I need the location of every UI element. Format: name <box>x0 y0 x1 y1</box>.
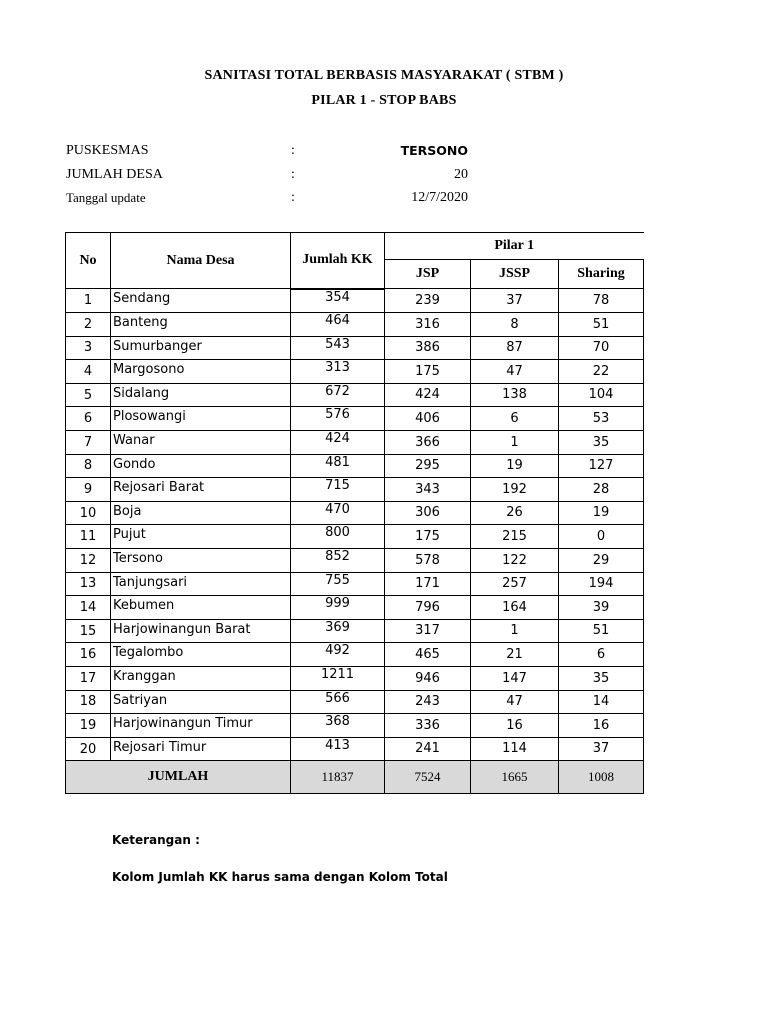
info-value-puskesmas: TERSONO <box>400 143 468 158</box>
info-colon: : <box>291 190 295 205</box>
stbm-table <box>65 232 644 794</box>
cell-jssp: 1 <box>471 431 559 455</box>
cell-sharing: 53 <box>559 407 644 431</box>
header-no: No <box>66 233 111 289</box>
cell-jumlah-kk: 313 <box>291 360 385 384</box>
cell-no: 3 <box>66 336 111 360</box>
table-row <box>66 690 644 714</box>
cell-jumlah-kk: 576 <box>291 407 385 431</box>
table-row <box>66 431 644 455</box>
cell-no: 5 <box>66 383 111 407</box>
cell-jssp: 87 <box>471 336 559 360</box>
info-label-jumlah-desa: JUMLAH DESA <box>66 167 163 182</box>
cell-nama-desa: Boja <box>111 501 291 525</box>
table-row <box>66 313 644 337</box>
cell-jsp: 386 <box>385 336 471 360</box>
cell-sharing: 78 <box>559 289 644 313</box>
header-pilar-1: Pilar 1 <box>385 233 644 260</box>
total-label: JUMLAH <box>66 761 291 794</box>
header-jssp: JSSP <box>471 260 559 289</box>
cell-jssp: 6 <box>471 407 559 431</box>
cell-jssp: 47 <box>471 690 559 714</box>
table-row <box>66 572 644 596</box>
cell-jumlah-kk: 543 <box>291 336 385 360</box>
cell-nama-desa: Sumurbanger <box>111 336 291 360</box>
cell-sharing: 70 <box>559 336 644 360</box>
cell-jumlah-kk: 492 <box>291 643 385 667</box>
cell-sharing: 37 <box>559 737 644 761</box>
cell-jsp: 306 <box>385 501 471 525</box>
cell-jsp: 241 <box>385 737 471 761</box>
cell-sharing: 35 <box>559 667 644 691</box>
info-value-tanggal-update: 12/7/2020 <box>411 190 468 205</box>
table-row <box>66 525 644 549</box>
cell-sharing: 51 <box>559 313 644 337</box>
cell-no: 7 <box>66 431 111 455</box>
cell-nama-desa: Rejosari Barat <box>111 478 291 502</box>
cell-jumlah-kk: 852 <box>291 549 385 573</box>
header-nama-desa: Nama Desa <box>111 233 291 289</box>
cell-nama-desa: Harjowinangun Barat <box>111 619 291 643</box>
cell-no: 11 <box>66 525 111 549</box>
cell-no: 20 <box>66 737 111 761</box>
cell-nama-desa: Margosono <box>111 360 291 384</box>
cell-jsp: 317 <box>385 619 471 643</box>
document-title: SANITASI TOTAL BERBASIS MASYARAKAT ( STBM ) <box>204 68 564 83</box>
total-row <box>66 761 644 794</box>
cell-jssp: 215 <box>471 525 559 549</box>
cell-jumlah-kk: 715 <box>291 478 385 502</box>
cell-no: 13 <box>66 572 111 596</box>
table-row <box>66 737 644 761</box>
cell-jsp: 406 <box>385 407 471 431</box>
cell-no: 14 <box>66 596 111 620</box>
cell-no: 12 <box>66 549 111 573</box>
table-row <box>66 643 644 667</box>
cell-jsp: 424 <box>385 383 471 407</box>
cell-jssp: 26 <box>471 501 559 525</box>
cell-jssp: 47 <box>471 360 559 384</box>
cell-sharing: 14 <box>559 690 644 714</box>
cell-jsp: 316 <box>385 313 471 337</box>
cell-jumlah-kk: 566 <box>291 690 385 714</box>
table-row <box>66 667 644 691</box>
cell-jssp: 114 <box>471 737 559 761</box>
cell-jsp: 946 <box>385 667 471 691</box>
cell-sharing: 16 <box>559 714 644 738</box>
cell-no: 8 <box>66 454 111 478</box>
cell-no: 19 <box>66 714 111 738</box>
cell-jsp: 175 <box>385 360 471 384</box>
header-jumlah-kk: Jumlah KK <box>291 233 385 289</box>
cell-no: 1 <box>66 289 111 313</box>
cell-jssp: 1 <box>471 619 559 643</box>
cell-no: 4 <box>66 360 111 384</box>
cell-nama-desa: Harjowinangun Timur <box>111 714 291 738</box>
cell-jssp: 138 <box>471 383 559 407</box>
cell-nama-desa: Pujut <box>111 525 291 549</box>
cell-nama-desa: Satriyan <box>111 690 291 714</box>
cell-jssp: 8 <box>471 313 559 337</box>
cell-jssp: 147 <box>471 667 559 691</box>
cell-sharing: 104 <box>559 383 644 407</box>
cell-no: 6 <box>66 407 111 431</box>
cell-sharing: 35 <box>559 431 644 455</box>
cell-no: 9 <box>66 478 111 502</box>
table-row <box>66 478 644 502</box>
table-row <box>66 336 644 360</box>
cell-jumlah-kk: 368 <box>291 714 385 738</box>
cell-sharing: 6 <box>559 643 644 667</box>
info-value-jumlah-desa: 20 <box>454 167 468 182</box>
cell-jumlah-kk: 413 <box>291 737 385 761</box>
cell-nama-desa: Sidalang <box>111 383 291 407</box>
table-row <box>66 289 644 313</box>
cell-no: 15 <box>66 619 111 643</box>
cell-sharing: 194 <box>559 572 644 596</box>
cell-sharing: 22 <box>559 360 644 384</box>
cell-jssp: 37 <box>471 289 559 313</box>
info-label-puskesmas: PUSKESMAS <box>66 143 149 158</box>
cell-jsp: 796 <box>385 596 471 620</box>
cell-nama-desa: Tegalombo <box>111 643 291 667</box>
cell-nama-desa: Plosowangi <box>111 407 291 431</box>
table-row <box>66 549 644 573</box>
cell-nama-desa: Wanar <box>111 431 291 455</box>
cell-no: 17 <box>66 667 111 691</box>
table-row <box>66 619 644 643</box>
cell-nama-desa: Kebumen <box>111 596 291 620</box>
cell-jssp: 19 <box>471 454 559 478</box>
table-row <box>66 501 644 525</box>
cell-sharing: 39 <box>559 596 644 620</box>
cell-sharing: 28 <box>559 478 644 502</box>
cell-sharing: 127 <box>559 454 644 478</box>
cell-sharing: 29 <box>559 549 644 573</box>
cell-no: 2 <box>66 313 111 337</box>
header-jsp: JSP <box>385 260 471 289</box>
cell-nama-desa: Banteng <box>111 313 291 337</box>
info-colon: : <box>291 167 295 182</box>
cell-jumlah-kk: 755 <box>291 572 385 596</box>
total-sharing: 1008 <box>559 761 644 794</box>
cell-jssp: 164 <box>471 596 559 620</box>
table-row <box>66 407 644 431</box>
cell-sharing: 0 <box>559 525 644 549</box>
total-jumlah-kk: 11837 <box>291 761 385 794</box>
cell-jumlah-kk: 800 <box>291 525 385 549</box>
cell-nama-desa: Gondo <box>111 454 291 478</box>
info-colon: : <box>291 143 295 158</box>
info-label-tanggal-update: Tanggal update <box>66 190 146 205</box>
cell-nama-desa: Tanjungsari <box>111 572 291 596</box>
cell-jumlah-kk: 369 <box>291 619 385 643</box>
table-row <box>66 596 644 620</box>
cell-no: 10 <box>66 501 111 525</box>
cell-nama-desa: Kranggan <box>111 667 291 691</box>
cell-jsp: 239 <box>385 289 471 313</box>
cell-jsp: 336 <box>385 714 471 738</box>
cell-jumlah-kk: 354 <box>291 289 385 313</box>
cell-jumlah-kk: 464 <box>291 313 385 337</box>
header-sharing: Sharing <box>559 260 644 289</box>
cell-jsp: 578 <box>385 549 471 573</box>
table-row <box>66 360 644 384</box>
cell-jsp: 171 <box>385 572 471 596</box>
cell-jssp: 21 <box>471 643 559 667</box>
cell-sharing: 19 <box>559 501 644 525</box>
cell-jsp: 243 <box>385 690 471 714</box>
notes-text: Kolom Jumlah KK harus sama dengan Kolom Total <box>112 870 448 884</box>
cell-jumlah-kk: 424 <box>291 431 385 455</box>
cell-jssp: 122 <box>471 549 559 573</box>
table-row <box>66 714 644 738</box>
cell-jsp: 465 <box>385 643 471 667</box>
cell-jsp: 175 <box>385 525 471 549</box>
cell-jumlah-kk: 999 <box>291 596 385 620</box>
cell-nama-desa: Sendang <box>111 289 291 313</box>
cell-jssp: 192 <box>471 478 559 502</box>
cell-no: 16 <box>66 643 111 667</box>
cell-jssp: 16 <box>471 714 559 738</box>
notes-heading: Keterangan : <box>112 833 200 847</box>
cell-sharing: 51 <box>559 619 644 643</box>
document-subtitle: PILAR 1 - STOP BABS <box>311 93 457 108</box>
cell-jumlah-kk: 470 <box>291 501 385 525</box>
cell-nama-desa: Rejosari Timur <box>111 737 291 761</box>
table-row <box>66 454 644 478</box>
cell-jumlah-kk: 672 <box>291 383 385 407</box>
cell-jsp: 366 <box>385 431 471 455</box>
table-row <box>66 383 644 407</box>
cell-jumlah-kk: 481 <box>291 454 385 478</box>
cell-no: 18 <box>66 690 111 714</box>
cell-jumlah-kk: 1211 <box>291 667 385 691</box>
cell-jsp: 343 <box>385 478 471 502</box>
cell-jsp: 295 <box>385 454 471 478</box>
total-jsp: 7524 <box>385 761 471 794</box>
cell-nama-desa: Tersono <box>111 549 291 573</box>
cell-jssp: 257 <box>471 572 559 596</box>
total-jssp: 1665 <box>471 761 559 794</box>
